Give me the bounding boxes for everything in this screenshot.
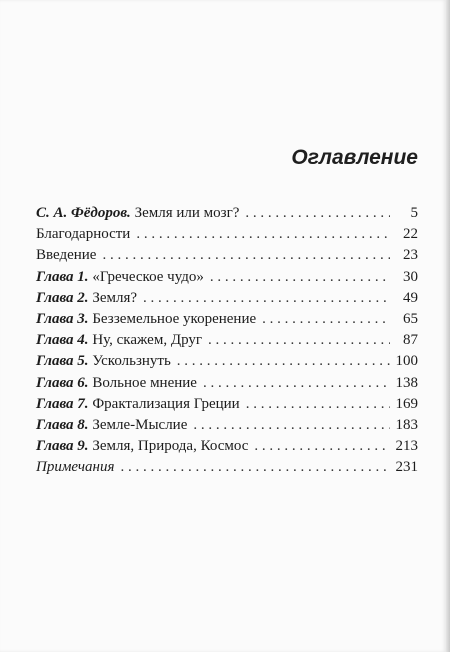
toc-entry-page: 231 <box>395 459 418 476</box>
toc-entry-lead: Глава 5. <box>36 353 89 370</box>
toc-entry-page: 138 <box>395 374 418 391</box>
dot-leader <box>262 309 390 330</box>
toc-entry-lead: С. А. Фёдоров. <box>36 205 131 221</box>
toc-entry-title: Фрактализация Греции <box>92 395 240 412</box>
toc-entry-title: Земле-Мыслие <box>92 416 188 433</box>
dot-leader <box>136 224 390 245</box>
dot-leader <box>208 330 390 351</box>
toc-entry-chapter-8 <box>36 415 418 436</box>
toc-entry-lead: Примечания <box>36 459 115 476</box>
toc-entry-lead: Глава 7. <box>36 395 89 412</box>
toc-entry-chapter-2 <box>36 288 418 309</box>
dot-leader <box>203 373 390 394</box>
toc-entry-lead: Глава 9. <box>36 438 89 455</box>
toc-entry-page: 65 <box>403 310 418 327</box>
toc-entry-title: Ну, скажем, Друг <box>92 332 203 349</box>
toc-entry-page: 49 <box>403 289 418 306</box>
toc-entry-chapter-5 <box>36 351 418 372</box>
dot-leader <box>246 394 390 415</box>
page-edge-shadow <box>446 0 450 652</box>
toc-entry-page: 5 <box>410 205 418 221</box>
toc-entry-title: Благодарности <box>36 226 131 243</box>
dot-leader <box>143 288 390 309</box>
dot-leader <box>245 203 390 224</box>
toc-entry-lead: Глава 1. <box>36 268 89 285</box>
toc-entry-introduction <box>36 245 418 266</box>
toc-entry-acknowledgements <box>36 224 418 245</box>
toc-entry-lead: Глава 3. <box>36 310 89 327</box>
toc-entry-page: 100 <box>395 353 418 370</box>
dot-leader <box>210 267 390 288</box>
toc-entry-chapter-4 <box>36 330 418 351</box>
dot-leader <box>254 436 389 457</box>
dot-leader <box>177 351 390 372</box>
toc-entry-title: Вольное мнение <box>92 374 197 391</box>
toc-entry-title: Безземельное укоренение <box>92 310 257 327</box>
toc-entry-chapter-1 <box>36 267 418 288</box>
toc-entry-page: 87 <box>403 332 418 349</box>
toc-entry-title: Земля, Природа, Космос <box>92 438 249 455</box>
toc-entry-lead: Глава 2. <box>36 289 89 306</box>
toc-entry-page: 30 <box>403 268 418 285</box>
toc-entry-page: 23 <box>403 247 418 264</box>
toc-entry-page: 213 <box>395 438 418 455</box>
toc-entry-title: Земля? <box>92 289 138 306</box>
dot-leader <box>120 457 389 478</box>
toc-entry-notes <box>36 457 418 478</box>
toc-entry-title: Ускользнуть <box>92 353 171 370</box>
toc-entry-chapter-9 <box>36 436 418 457</box>
toc-entry-chapter-6 <box>36 373 418 394</box>
toc-entry-lead: Глава 4. <box>36 332 89 349</box>
toc-entry-lead: Глава 6. <box>36 374 89 391</box>
toc-entry-page: 169 <box>395 395 418 412</box>
toc-entry-chapter-7 <box>36 394 418 415</box>
dot-leader <box>102 245 390 266</box>
toc-entry-page: 22 <box>403 226 418 243</box>
toc-entry-title: «Греческое чудо» <box>92 268 204 285</box>
toc-entry-title: Введение <box>36 247 97 264</box>
toc-entry-fedorov <box>36 203 418 224</box>
dot-leader <box>193 415 389 436</box>
toc-entry-title: Земля или мозг? <box>134 205 240 221</box>
table-of-contents <box>36 203 418 478</box>
page-title: Оглавление <box>291 146 418 169</box>
toc-entry-page: 183 <box>395 416 418 433</box>
toc-entry-lead: Глава 8. <box>36 416 89 433</box>
toc-entry-chapter-3 <box>36 309 418 330</box>
